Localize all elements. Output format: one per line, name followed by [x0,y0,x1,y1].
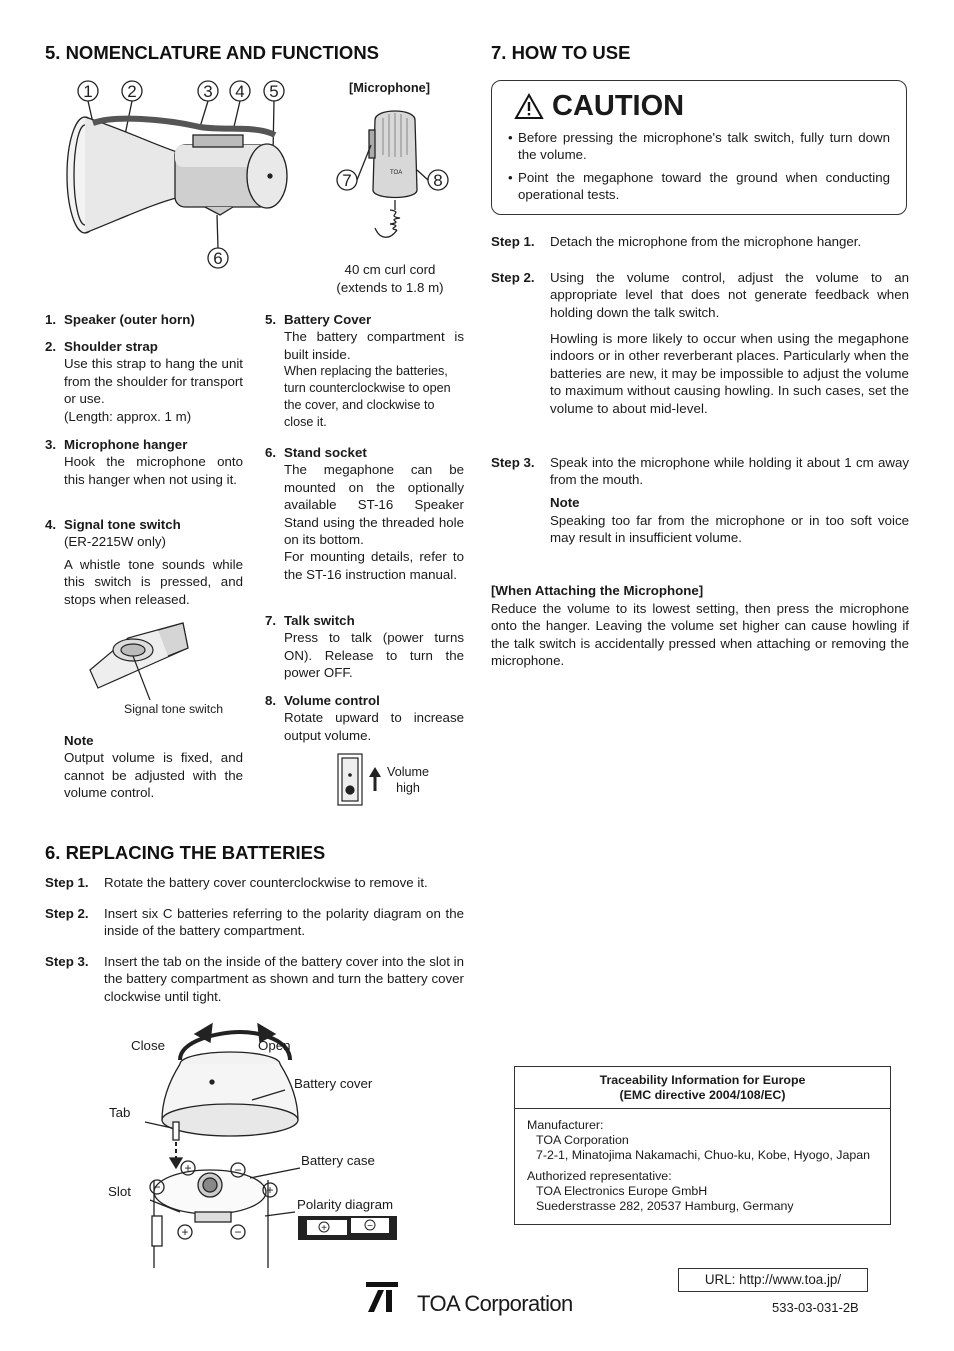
traceability-subtitle: (EMC directive 2004/108/EC) [619,1088,786,1102]
svg-text:−: − [153,1180,161,1194]
note-section5 [64,732,243,802]
manufacturer-address: 7-2-1, Minatojima Nakamachi, Chuo-ku, Kobe, Hyogo, Japan [536,1148,871,1162]
item-5-title: Battery Cover [284,312,372,327]
sec7-step-3-text: Speak into the microphone while holding it about 1 cm away from the mouth. [550,455,909,488]
megaphone-illustration [55,75,305,275]
callout-2 [122,81,142,101]
item-7: 7. Talk switch Press to talk (power turns ON). Release to turn the power OFF. [265,613,464,681]
item-3: 3. Microphone hanger Hook the microphone onto this hanger when not using it. [45,437,243,487]
svg-text:TOA: TOA [390,170,403,176]
callout-6 [208,248,228,268]
item-5: 5. Battery Cover The battery compartment is built inside. When replacing the batteries, turn counterclockwise to open the cover, and clockwise to close it. [265,312,464,429]
signal-switch-illustration [88,618,198,703]
section7-title: 7. HOW TO USE [491,42,631,63]
svg-text:7: 7 [342,171,352,190]
attach-title: [When Attaching the Microphone] [491,583,704,598]
sec6-step-3-text: Insert the tab on the inside of the battery cover into the slot in the battery compartment as shown and turn the battery cover clockwise until tight. [104,954,464,1004]
svg-text:+: + [181,1225,189,1239]
svg-text:5: 5 [269,82,279,101]
label-battery-cover: Battery cover [294,1076,373,1091]
svg-text:4: 4 [235,82,245,101]
svg-text:6: 6 [213,249,223,268]
caution-box [491,80,907,215]
item-6-text: The megaphone can be mounted on the optionally available ST-16 Speaker Stand using the threaded hole on its bottom. [284,462,464,548]
toa-logo [364,1280,400,1314]
caution-heading [514,89,684,123]
label-close: Close [131,1038,165,1053]
manufacturer-label: Manufacturer: [527,1118,604,1132]
volume-caption-line2: high [396,781,420,795]
callout-8 [428,170,448,190]
item-6-text2: For mounting details, refer to the ST-16 instruction manual. [284,549,464,582]
item-6-title: Stand socket [284,445,367,460]
svg-text:+: + [184,1161,192,1175]
svg-text:+: + [266,1183,274,1197]
item-6: 6. Stand socket The megaphone can be mounted on the optionally available ST-16 Speaker Stand using the threaded hole on its bottom. For mounting details, refer to the ST-16 instruction manual. [265,445,464,582]
item-2-extra: (Length: approx. 1 m) [64,408,192,424]
callout-4 [230,81,250,101]
representative-name: TOA Electronics Europe GmbH [536,1184,708,1198]
sec7-note-title: Note [550,495,580,510]
svg-text:−: − [367,1221,373,1232]
attach-text: Reduce the volume to its lowest setting, then press the microphone onto the hanger. Leaving the volume set higher can cause howling if the talk switch is accidentally pressed when attaching or removing the microphone. [491,601,909,669]
item-8-title: Volume control [284,693,380,708]
signal-switch-caption: Signal tone switch [124,702,224,716]
item-4-title: Signal tone switch [64,517,181,532]
svg-text:8: 8 [433,171,443,190]
note-text: Output volume is fixed, and cannot be adjusted with the volume control. [64,750,243,801]
callout-1 [78,81,98,101]
item-7-text: Press to talk (power turns ON). Release to turn the power OFF. [284,630,464,681]
svg-text:1: 1 [83,82,93,101]
callout-5 [264,81,284,101]
svg-text:+: + [321,1223,327,1234]
traceability-header [515,1067,890,1109]
sec6-step-1-text: Rotate the battery cover counterclockwise to remove it. [104,875,428,890]
microphone-illustration [335,100,455,260]
label-tab: Tab [109,1105,131,1120]
section6-title: 6. REPLACING THE BATTERIES [45,842,326,863]
sec7-step-2-text2: Howling is more likely to occur when using the megaphone indoors or in other reverberant places. Particularly when the batteries are new, it may be impossible to adjust the volume to maximum without causing howling. In such cases, set the volume to about mid-level. [550,331,909,416]
company-name: TOA Corporation [417,1291,573,1316]
volume-high-caption [383,764,433,796]
item-4-sub: (ER-2215W only) [64,534,166,550]
sec7-note-text: Speaking too far from the microphone or in too soft voice may result in insufficient volume. [550,513,909,546]
item-1-title: Speaker (outer horn) [64,312,195,327]
sec7-step-2-text: Using the volume control, adjust the volume to an appropriate level that does not generate feedback when holding down the talk switch. [550,270,909,320]
note-title: Note [64,733,94,748]
warning-triangle-icon [514,93,544,120]
item-3-text: Hook the microphone onto this hanger when not using it. [64,454,243,487]
svg-text:−: − [234,1163,242,1177]
item-8: 8. Volume control Rotate upward to increase output volume. [265,693,464,743]
caution-title: CAUTION [552,90,685,122]
item-4: 4. Signal tone switch (ER-2215W only) A whistle tone sounds while this switch is pressed, and stops when released. [45,517,243,607]
item-2-title: Shoulder strap [64,339,158,354]
url-box[interactable]: URL: http://www.toa.jp/ [678,1268,868,1292]
cord-caption-line1: 40 cm curl cord [344,262,436,277]
section5-title: 5. NOMENCLATURE AND FUNCTIONS [45,42,380,63]
polarity-diagram-icon [297,1215,399,1243]
label-slot: Slot [108,1184,131,1199]
item-7-title: Talk switch [284,613,355,628]
microphone-label: [Microphone] [349,80,431,95]
label-polarity-diagram: Polarity diagram [297,1197,394,1212]
item-4-text: A whistle tone sounds while this switch is pressed, and stops when released. [64,556,243,607]
svg-text:−: − [234,1225,242,1239]
label-battery-case: Battery case [301,1153,375,1168]
sec6-step-2-text: Insert six C batteries referring to the polarity diagram on the inside of the battery compartment. [104,906,464,939]
item-2-text: Use this strap to hang the unit from the shoulder for transport or use. [64,356,243,407]
item-2: 2. Shoulder strap Use this strap to hang the unit from the shoulder for transport or use. (Length: approx. 1 m) [45,339,243,424]
sec7-step-1-text: Detach the microphone from the microphone hanger. [550,234,862,249]
representative-label: Authorized representative: [527,1169,672,1183]
volume-caption-line1: Volume [386,765,429,779]
item-3-title: Microphone hanger [64,437,188,452]
cord-caption [328,261,452,297]
traceability-title: Traceability Information for Europe [599,1073,806,1087]
callout-3 [198,81,218,101]
cord-caption-line2: (extends to 1.8 m) [336,280,444,295]
svg-text:3: 3 [203,82,213,101]
traceability-box [514,1066,891,1225]
manufacturer-name: TOA Corporation [536,1133,629,1147]
svg-text:2: 2 [127,82,137,101]
caution-item-1: • Before pressing the microphone's talk switch, fully turn down the volume. [508,130,890,163]
item-8-text: Rotate upward to increase output volume. [284,710,464,743]
volume-control-icon [337,753,387,808]
item-1: 1. Speaker (outer horn) [45,311,243,328]
doc-number: 533-03-031-2B [772,1300,859,1315]
item-5-text2: When replacing the batteries, turn counterclockwise to open the cover, and clockwise to close it. [284,364,451,429]
callout-7 [337,170,357,190]
label-open: Open [258,1038,291,1053]
caution-item-2: • Point the megaphone toward the ground when conducting operational tests. [508,170,890,203]
item-5-text: The battery compartment is built inside. [284,329,464,362]
representative-address: Suederstrasse 282, 20537 Hamburg, Germany [536,1199,794,1213]
